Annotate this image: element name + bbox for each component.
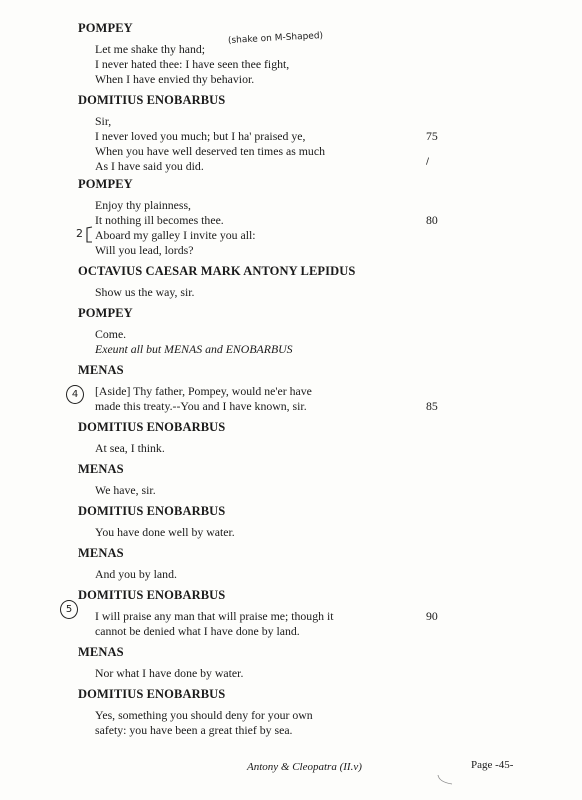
- footer-page-number: Page -45-: [471, 759, 514, 771]
- speaker-name: DOMITIUS ENOBARBUS: [78, 588, 226, 602]
- line-number: 90: [426, 609, 438, 623]
- handwritten-tick: /: [426, 157, 430, 167]
- dialogue-line: Enjoy thy plainness,: [95, 198, 192, 212]
- dialogue-line: [Aside] Thy father, Pompey, would ne'er have: [95, 384, 312, 398]
- dialogue-line: It nothing ill becomes thee.: [95, 213, 224, 227]
- dialogue-line: We have, sir.: [95, 483, 156, 497]
- dialogue-line: Come.: [95, 327, 127, 341]
- dialogue-line: When I have envied thy behavior.: [95, 72, 255, 86]
- line-number: 80: [426, 213, 438, 227]
- dialogue-line: Sir,: [95, 114, 112, 128]
- circled-cue-number: 5: [60, 600, 78, 619]
- dialogue-line: safety: you have been a great thief by sea.: [95, 723, 293, 737]
- dialogue-line: When you have well deserved ten times as much: [95, 144, 325, 158]
- speaker-name: MENAS: [78, 645, 124, 659]
- speaker-name: DOMITIUS ENOBARBUS: [78, 93, 226, 107]
- speaker-name: POMPEY: [78, 177, 133, 191]
- dialogue-line: Yes, something you should deny for your own: [95, 708, 313, 722]
- dialogue-line: And you by land.: [95, 567, 177, 581]
- line-number: 85: [426, 399, 438, 413]
- handwritten-margin-note: 2: [76, 227, 83, 240]
- dialogue-line: At sea, I think.: [95, 441, 165, 455]
- speaker-name: OCTAVIUS CAESAR MARK ANTONY LEPIDUS: [78, 264, 356, 278]
- handwritten-bracket-mark: [84, 226, 94, 244]
- dialogue-line: I never hated thee: I have seen thee fight,: [95, 57, 290, 71]
- line-number: 75: [426, 129, 438, 143]
- speaker-name: MENAS: [78, 546, 124, 560]
- speaker-name: DOMITIUS ENOBARBUS: [78, 504, 226, 518]
- speaker-name: POMPEY: [78, 21, 133, 35]
- dialogue-line: cannot be denied what I have done by land.: [95, 624, 300, 638]
- speaker-name: POMPEY: [78, 306, 133, 320]
- speaker-name: DOMITIUS ENOBARBUS: [78, 420, 226, 434]
- speaker-name: MENAS: [78, 363, 124, 377]
- dialogue-line: Will you lead, lords?: [95, 243, 194, 257]
- footer-play-title: Antony & Cleopatra (II.v): [247, 761, 362, 773]
- dialogue-line: I will praise any man that will praise me; though it: [95, 609, 334, 623]
- dialogue-line: Let me shake thy hand;: [95, 42, 206, 56]
- dialogue-line: You have done well by water.: [95, 525, 235, 539]
- speaker-name: DOMITIUS ENOBARBUS: [78, 687, 226, 701]
- handwritten-stage-note: (shake on M-Shaped): [227, 31, 324, 46]
- dialogue-line: I never loved you much; but I ha' praised ye,: [95, 129, 306, 143]
- dialogue-line: Nor what I have done by water.: [95, 666, 244, 680]
- dialogue-line: Aboard my galley I invite you all:: [95, 228, 256, 242]
- speaker-name: MENAS: [78, 462, 124, 476]
- dialogue-line: As I have said you did.: [95, 159, 204, 173]
- circled-cue-number: 4: [66, 385, 84, 404]
- pencil-mark: [436, 774, 456, 786]
- dialogue-line: made this treaty.--You and I have known, sir.: [95, 399, 307, 413]
- stage-direction: Exeunt all but MENAS and ENOBARBUS: [95, 342, 293, 356]
- dialogue-line: Show us the way, sir.: [95, 285, 195, 299]
